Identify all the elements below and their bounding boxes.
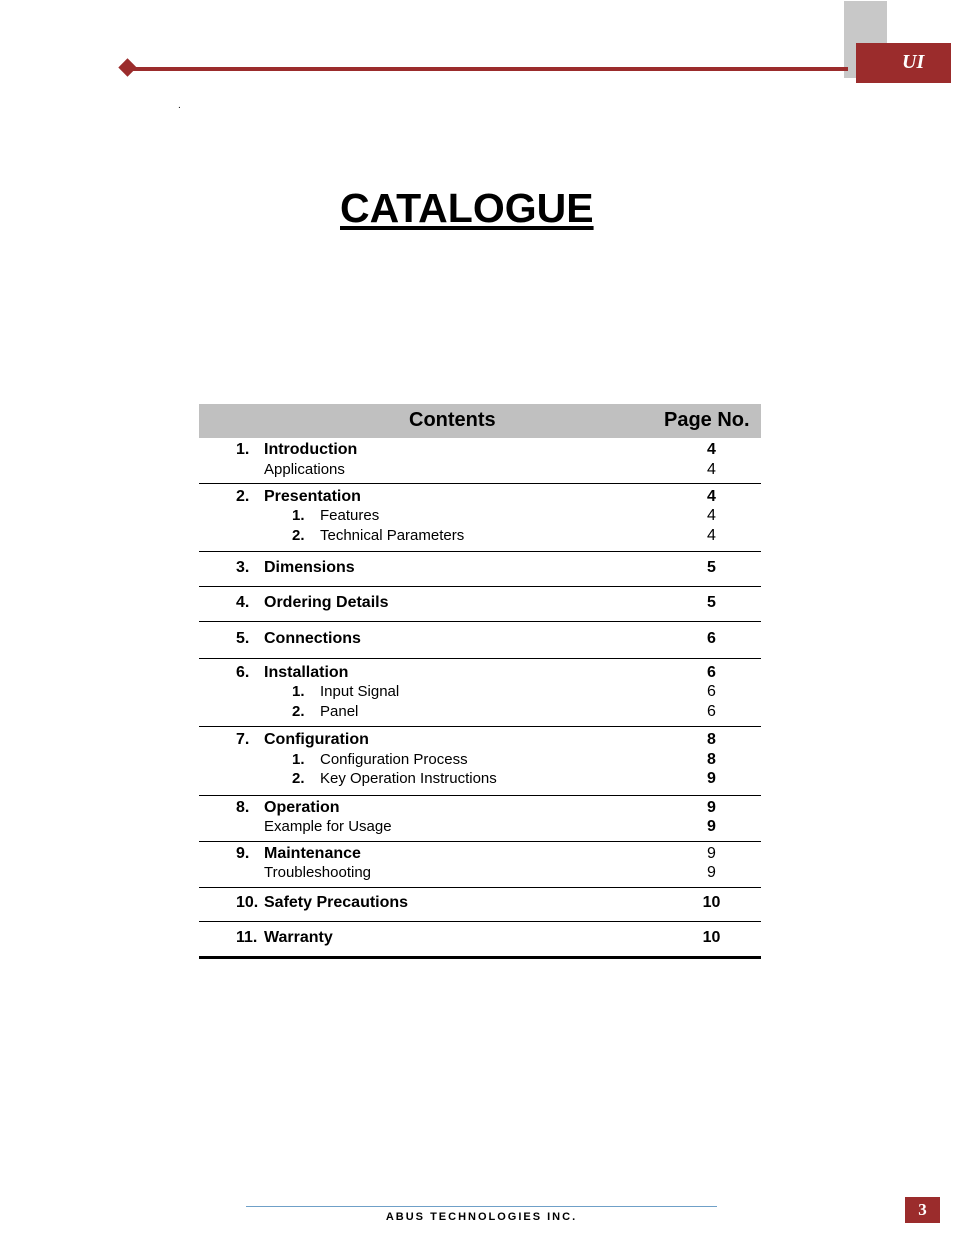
toc-section-title[interactable]: Dimensions bbox=[264, 559, 355, 576]
footer-rule bbox=[246, 1206, 717, 1207]
toc-page-number: 6 bbox=[707, 683, 716, 700]
toc-page-number: 8 bbox=[707, 751, 716, 768]
toc-page-number: 9 bbox=[707, 799, 716, 816]
toc-section-title[interactable]: Installation bbox=[264, 664, 349, 681]
toc-section-number: 10. bbox=[236, 894, 259, 911]
toc-section-number: 7. bbox=[236, 731, 250, 748]
toc-subsection-number: 1. bbox=[292, 507, 305, 524]
toc-page-number: 10 bbox=[702, 929, 721, 946]
header-rule bbox=[130, 67, 848, 71]
toc-subsection-number: 2. bbox=[292, 770, 305, 787]
toc-section bbox=[199, 888, 761, 922]
toc-section bbox=[199, 727, 761, 796]
toc-header bbox=[199, 404, 761, 438]
toc-subsection-title[interactable]: Troubleshooting bbox=[264, 864, 372, 881]
toc-section-title[interactable]: Presentation bbox=[264, 488, 361, 505]
toc-subsection-title[interactable]: Example for Usage bbox=[264, 818, 392, 835]
toc-page-number: 4 bbox=[707, 461, 716, 478]
diamond-icon bbox=[118, 58, 136, 76]
toc-header-contents: Contents bbox=[409, 409, 496, 431]
toc-subsection-title[interactable]: Panel bbox=[320, 703, 359, 720]
toc-subsection-title[interactable]: Input Signal bbox=[320, 683, 400, 700]
toc-page-number: 4 bbox=[707, 488, 716, 505]
toc-section-title[interactable]: Introduction bbox=[264, 441, 358, 458]
toc-section bbox=[199, 484, 761, 552]
toc-page-number: 9 bbox=[707, 864, 716, 881]
toc-section bbox=[199, 552, 761, 587]
header-badge-label: UI bbox=[902, 51, 925, 73]
toc-section-title[interactable]: Warranty bbox=[264, 929, 333, 946]
toc-page-number: 4 bbox=[707, 441, 716, 458]
toc-page-number: 6 bbox=[707, 703, 716, 720]
toc-subsection-title[interactable]: Applications bbox=[264, 461, 345, 478]
toc-page-number: 4 bbox=[707, 527, 716, 544]
toc-header-page: Page No. bbox=[664, 409, 750, 431]
toc-subsection-title[interactable]: Configuration Process bbox=[320, 751, 468, 768]
toc-subsection-number: 2. bbox=[292, 527, 305, 544]
toc-section-number: 8. bbox=[236, 799, 250, 816]
toc-subsection-title[interactable]: Features bbox=[320, 507, 380, 524]
stray-dot: . bbox=[178, 100, 181, 111]
toc-section bbox=[199, 659, 761, 727]
toc-section-title[interactable]: Maintenance bbox=[264, 845, 361, 862]
toc-page-number: 5 bbox=[707, 559, 716, 576]
toc-section-number: 5. bbox=[236, 630, 250, 647]
toc-section-number: 4. bbox=[236, 594, 250, 611]
toc-section bbox=[199, 438, 761, 484]
toc-section bbox=[199, 842, 761, 888]
toc-section bbox=[199, 622, 761, 659]
toc-page-number: 5 bbox=[707, 594, 716, 611]
toc-page-number: 9 bbox=[707, 845, 716, 862]
toc-section-title[interactable]: Connections bbox=[264, 630, 361, 647]
toc-section-title[interactable]: Safety Precautions bbox=[264, 894, 409, 911]
toc-page-number: 6 bbox=[707, 630, 716, 647]
toc-page-number: 9 bbox=[707, 818, 716, 835]
toc-page-number: 8 bbox=[707, 731, 716, 748]
toc-section-number: 3. bbox=[236, 559, 250, 576]
page-title: CATALOGUE bbox=[340, 185, 594, 231]
page-number-badge: 3 bbox=[905, 1197, 940, 1223]
toc-page-number: 4 bbox=[707, 507, 716, 524]
toc-section-title[interactable]: Configuration bbox=[264, 731, 369, 748]
toc-page-number: 10 bbox=[702, 894, 721, 911]
toc-section-title[interactable]: Operation bbox=[264, 799, 340, 816]
toc-section-title[interactable]: Ordering Details bbox=[264, 594, 389, 611]
toc-subsection-title[interactable]: Key Operation Instructions bbox=[320, 770, 497, 787]
header-badge bbox=[856, 43, 951, 83]
toc-section-number: 6. bbox=[236, 664, 250, 681]
toc-subsection-number: 1. bbox=[292, 751, 305, 768]
toc-section-number: 9. bbox=[236, 845, 250, 862]
toc-page-number: 9 bbox=[707, 770, 716, 787]
toc-section bbox=[199, 796, 761, 842]
toc-section bbox=[199, 922, 761, 959]
table-of-contents bbox=[199, 404, 761, 959]
toc-section-number: 11. bbox=[236, 929, 258, 946]
toc-section-number: 2. bbox=[236, 488, 250, 505]
toc-page-number: 6 bbox=[707, 664, 716, 681]
toc-section bbox=[199, 587, 761, 622]
toc-subsection-title[interactable]: Technical Parameters bbox=[320, 527, 465, 544]
toc-subsection-number: 1. bbox=[292, 683, 305, 700]
toc-subsection-number: 2. bbox=[292, 703, 305, 720]
footer-company: ABUS TECHNOLOGIES INC. bbox=[385, 1211, 578, 1223]
toc-section-number: 1. bbox=[236, 441, 250, 458]
